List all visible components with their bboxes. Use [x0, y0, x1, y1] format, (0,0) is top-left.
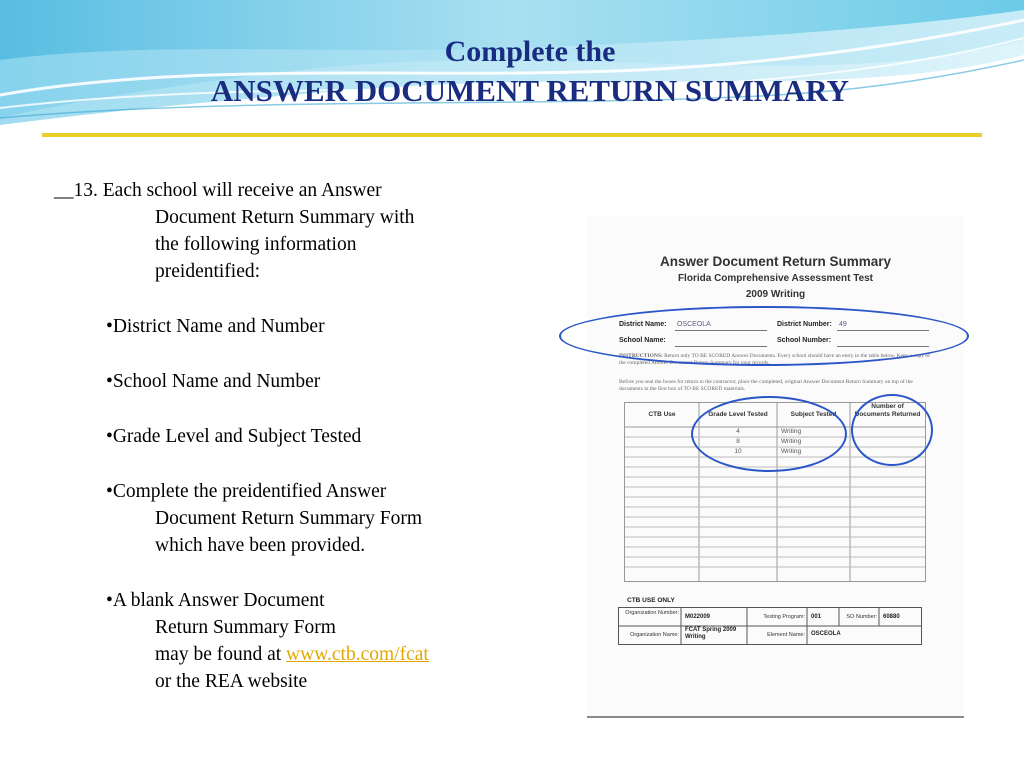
district-school-highlight-oval — [559, 306, 969, 366]
district-name-value: OSCEOLA — [677, 321, 711, 328]
bullet-complete-line3: which have been provided. — [155, 535, 366, 556]
col-documents-returned: Number of Documents Returned — [854, 403, 921, 418]
col-subject: Subject Tested — [790, 411, 837, 418]
ctb-use-only-label: CTB USE ONLY — [627, 597, 675, 604]
col-ctb-use: CTB Use — [648, 411, 676, 418]
org-name-value: FCAT Spring 2009 Writing — [685, 627, 737, 640]
row-3-subject: Writing — [781, 448, 802, 455]
form-title: Answer Document Return Summary — [659, 254, 892, 269]
bullet-complete-line2: Document Return Summary Form — [155, 508, 423, 529]
documents-returned-highlight-oval — [851, 394, 933, 466]
org-number-value: M022009 — [685, 614, 711, 620]
col-grade-level: Grade Level Tested — [708, 411, 768, 418]
bullet-blank-line1: •A blank Answer Document — [106, 590, 325, 611]
ctb-fcat-link[interactable]: www.ctb.com/fcat — [286, 644, 429, 665]
district-number-value: 49 — [839, 321, 847, 328]
link-prefix: may be found at — [155, 644, 287, 665]
slide-title-line2: ANSWER DOCUMENT RETURN SUMMARY — [210, 73, 850, 108]
item-13-line3: the following information — [155, 234, 357, 255]
form-subtitle-1: Florida Comprehensive Assessment Test — [677, 273, 874, 284]
grade-subject-highlight-oval — [691, 396, 847, 472]
instructions-text: Return only TO BE SCORED Answer Documents. Every school should have an entry in the table below. Keep a copy of the completed Answer Document Return Summary for your records. — [619, 353, 930, 366]
bullet-blank-line2: Return Summary Form — [155, 617, 336, 638]
item-13-line1: __13. Each school will receive an Answer — [54, 180, 382, 201]
so-number-label: SO Number: — [846, 614, 877, 620]
title-divider — [42, 133, 982, 137]
so-number-value: 60880 — [883, 614, 900, 620]
org-name-label: Organization Name: — [630, 632, 679, 638]
testing-program-value: 001 — [811, 614, 822, 620]
form-instructions-2: Before you seal the boxes for return to the contractor, place the completed, original Answer Document Return Summary on top of the documents in the first box of TO BE SCORED materials. — [619, 379, 913, 392]
instructions-label: INSTRUCTIONS: — [619, 353, 663, 359]
bullet-district: •District Name and Number — [106, 316, 325, 337]
bullet-school: •School Name and Number — [106, 371, 321, 392]
bullet-grade-subject: •Grade Level and Subject Tested — [106, 426, 362, 447]
item-13-line2: Document Return Summary with — [155, 207, 415, 228]
district-name-label: District Name: — [619, 321, 667, 328]
ctb-use-table — [618, 607, 922, 645]
bullet-complete-line1: •Complete the preidentified Answer — [106, 481, 387, 502]
row-2-subject: Writing — [781, 438, 802, 445]
element-name-label: Element Name: — [767, 632, 805, 638]
row-1-subject: Writing — [781, 428, 802, 435]
row-2-grade: 8 — [736, 438, 740, 445]
testing-program-label: Testing Program: — [763, 614, 805, 620]
return-summary-form-image — [587, 216, 964, 718]
row-3-grade: 10 — [734, 448, 742, 455]
form-subtitle-2: 2009 Writing — [745, 289, 806, 300]
school-name-label: School Name: — [619, 337, 666, 344]
school-number-label: School Number: — [777, 337, 832, 344]
bullet-blank-line3 — [155, 641, 429, 668]
slide-title-line1: Complete the — [444, 35, 616, 68]
element-name-value: OSCEOLA — [811, 631, 841, 637]
district-number-label: District Number: — [777, 321, 832, 328]
row-1-grade: 4 — [736, 428, 740, 435]
org-number-label: Organization Number: — [625, 610, 679, 616]
item-13-line4: preidentified: — [155, 261, 261, 282]
bullet-blank-line4: or the REA website — [155, 671, 308, 692]
